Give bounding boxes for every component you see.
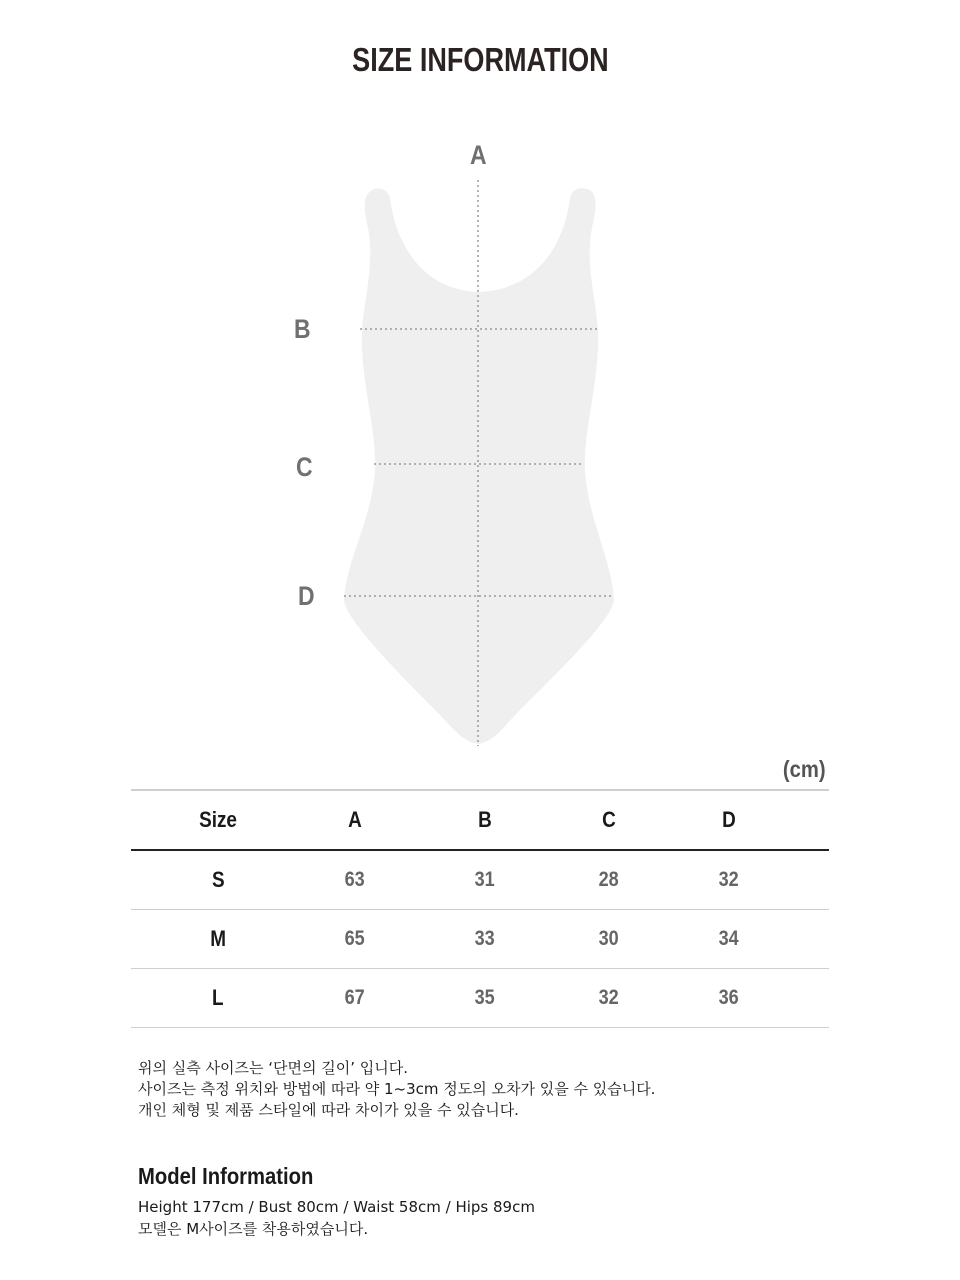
diagram-label-a: A <box>470 140 487 170</box>
value-cell-d: 36 <box>718 986 740 1009</box>
diagram-label-b: B <box>294 314 311 344</box>
value-cell-c: 28 <box>598 868 620 891</box>
value-cell-a: 65 <box>344 927 366 950</box>
size-table <box>131 789 829 1028</box>
page-title: SIZE INFORMATION <box>351 41 609 78</box>
value-cell-b: 35 <box>474 986 496 1009</box>
table-header-row <box>131 790 829 850</box>
size-cell: L <box>212 985 224 1010</box>
model-measurements: Height 177cm / Bust 80cm / Waist 58cm / Hips 89cm <box>138 1198 535 1216</box>
spacer-cell <box>805 850 829 910</box>
value-cell-b: 33 <box>474 927 496 950</box>
model-info-title: Model Information <box>138 1163 314 1189</box>
column-header-b: B <box>478 807 492 832</box>
model-info <box>138 1196 535 1240</box>
column-header-a: A <box>348 807 362 832</box>
value-cell-a: 63 <box>344 868 366 891</box>
unit-label: (cm) <box>783 756 826 782</box>
bodysuit-silhouette <box>344 188 614 744</box>
note-line: 위의 실측 사이즈는 ‘단면의 길이’ 입니다. <box>138 1059 408 1077</box>
measurement-notes <box>138 1058 655 1121</box>
table-row <box>131 910 829 969</box>
spacer-cell <box>805 969 829 1028</box>
value-cell-d: 32 <box>718 868 740 891</box>
diagram-label-c: C <box>296 452 313 482</box>
column-header-d: D <box>722 807 736 832</box>
value-cell-d: 34 <box>718 927 740 950</box>
column-header-size: Size <box>199 807 237 832</box>
diagram-label-d: D <box>298 581 315 611</box>
value-cell-a: 67 <box>344 986 366 1009</box>
spacer-cell <box>805 910 829 969</box>
size-cell: S <box>211 867 225 892</box>
value-cell-c: 32 <box>598 986 620 1009</box>
value-cell-c: 30 <box>598 927 620 950</box>
size-cell: M <box>210 926 226 951</box>
value-cell-b: 31 <box>474 868 496 891</box>
table-row <box>131 969 829 1028</box>
note-line: 사이즈는 측정 위치와 방법에 따라 약 1~3cm 정도의 오차가 있을 수 있습니다. <box>138 1080 656 1098</box>
model-size-note: 모델은 M사이즈를 착용하였습니다. <box>138 1220 369 1238</box>
table-row <box>131 850 829 910</box>
column-spacer <box>805 790 829 850</box>
column-header-c: C <box>602 807 616 832</box>
note-line: 개인 체형 및 제품 스타일에 따라 차이가 있을 수 있습니다. <box>138 1101 519 1119</box>
